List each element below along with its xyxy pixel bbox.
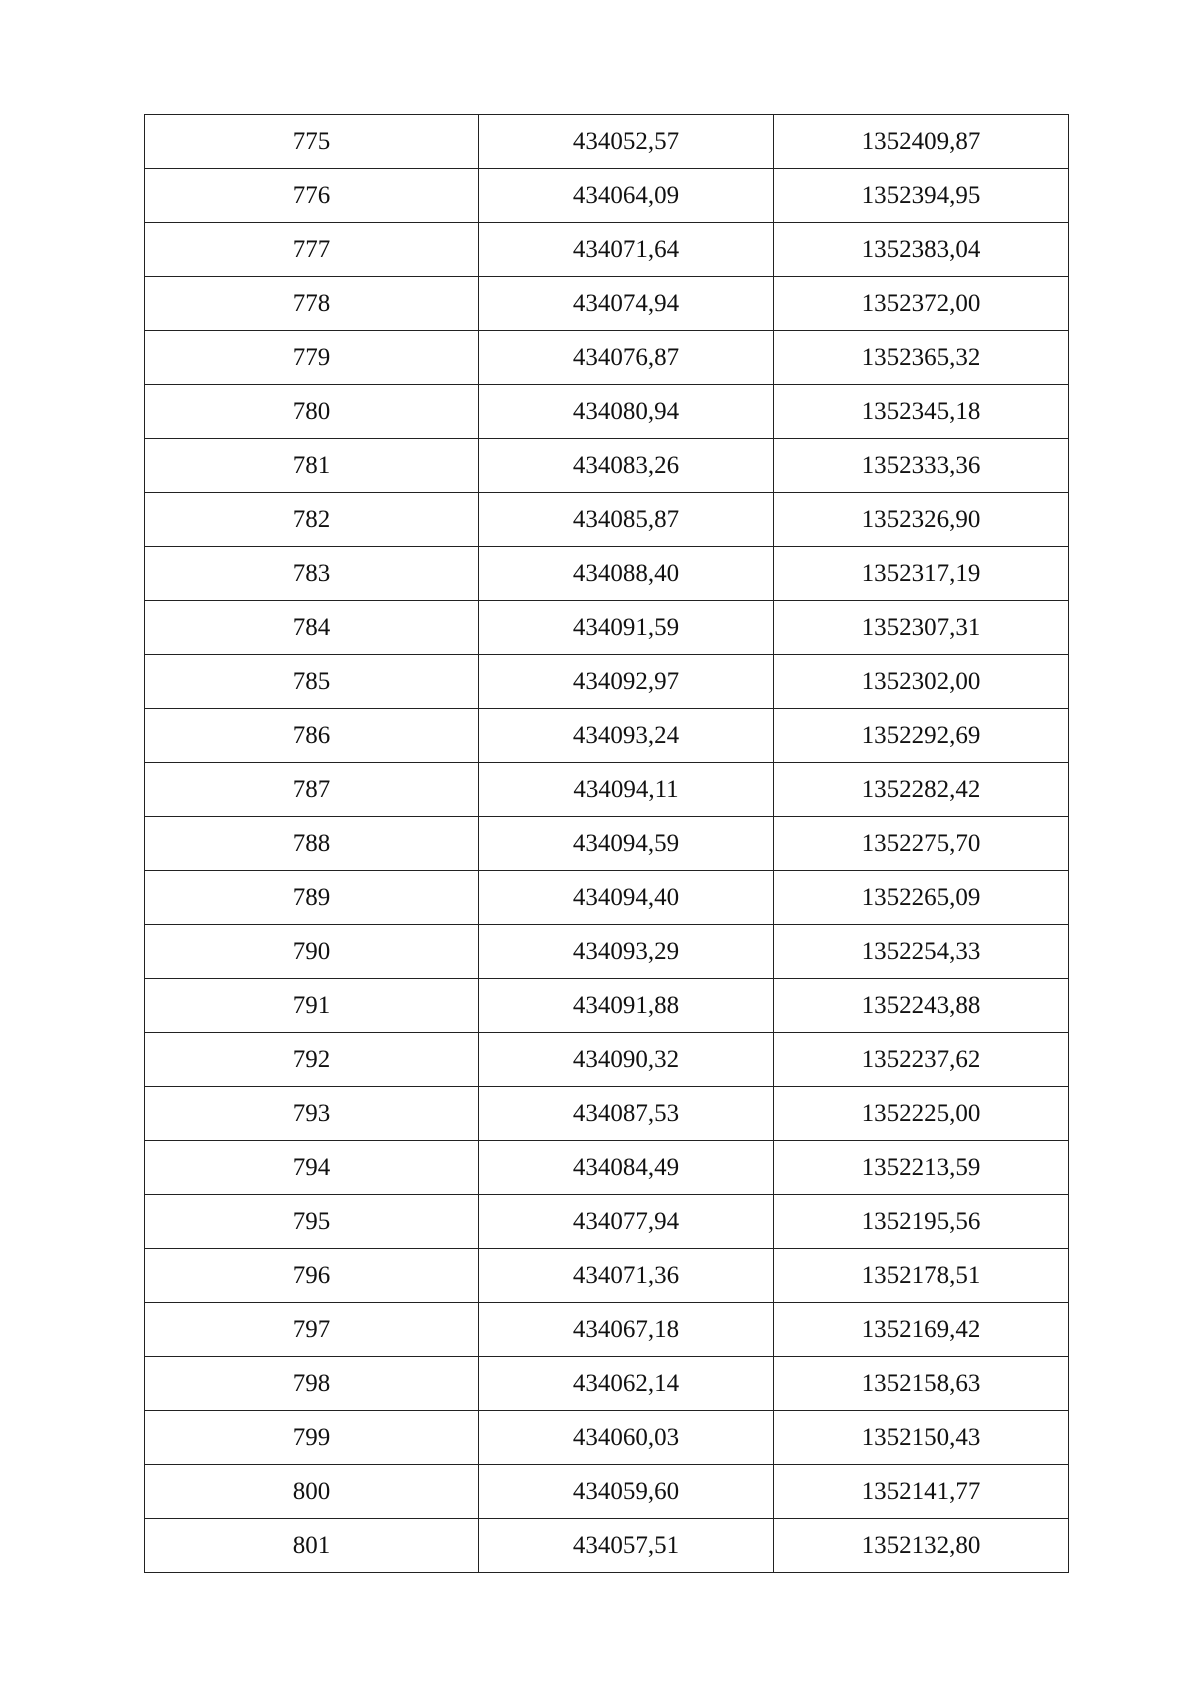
y-coordinate-cell: 1352243,88 xyxy=(774,979,1069,1033)
table-row xyxy=(145,979,1069,1033)
y-coordinate-cell: 1352383,04 xyxy=(774,223,1069,277)
x-coordinate-cell: 434084,49 xyxy=(479,1141,774,1195)
point-number-cell: 794 xyxy=(145,1141,479,1195)
y-coordinate-cell: 1352333,36 xyxy=(774,439,1069,493)
point-number-cell: 792 xyxy=(145,1033,479,1087)
table-row xyxy=(145,385,1069,439)
x-coordinate-cell: 434074,94 xyxy=(479,277,774,331)
y-coordinate-cell: 1352275,70 xyxy=(774,817,1069,871)
table-row xyxy=(145,1519,1069,1573)
x-coordinate-cell: 434060,03 xyxy=(479,1411,774,1465)
x-coordinate-cell: 434059,60 xyxy=(479,1465,774,1519)
point-number-cell: 791 xyxy=(145,979,479,1033)
point-number-cell: 801 xyxy=(145,1519,479,1573)
x-coordinate-cell: 434091,88 xyxy=(479,979,774,1033)
y-coordinate-cell: 1352302,00 xyxy=(774,655,1069,709)
y-coordinate-cell: 1352213,59 xyxy=(774,1141,1069,1195)
y-coordinate-cell: 1352158,63 xyxy=(774,1357,1069,1411)
point-number-cell: 796 xyxy=(145,1249,479,1303)
point-number-cell: 798 xyxy=(145,1357,479,1411)
x-coordinate-cell: 434052,57 xyxy=(479,115,774,169)
table-row xyxy=(145,439,1069,493)
y-coordinate-cell: 1352169,42 xyxy=(774,1303,1069,1357)
x-coordinate-cell: 434057,51 xyxy=(479,1519,774,1573)
y-coordinate-cell: 1352150,43 xyxy=(774,1411,1069,1465)
table-row xyxy=(145,331,1069,385)
x-coordinate-cell: 434094,11 xyxy=(479,763,774,817)
table-row xyxy=(145,655,1069,709)
table-row xyxy=(145,547,1069,601)
table-row xyxy=(145,1195,1069,1249)
table-row xyxy=(145,1357,1069,1411)
point-number-cell: 782 xyxy=(145,493,479,547)
y-coordinate-cell: 1352265,09 xyxy=(774,871,1069,925)
x-coordinate-cell: 434062,14 xyxy=(479,1357,774,1411)
point-number-cell: 780 xyxy=(145,385,479,439)
point-number-cell: 778 xyxy=(145,277,479,331)
point-number-cell: 788 xyxy=(145,817,479,871)
point-number-cell: 776 xyxy=(145,169,479,223)
x-coordinate-cell: 434093,24 xyxy=(479,709,774,763)
point-number-cell: 800 xyxy=(145,1465,479,1519)
y-coordinate-cell: 1352307,31 xyxy=(774,601,1069,655)
table-row xyxy=(145,601,1069,655)
point-number-cell: 779 xyxy=(145,331,479,385)
x-coordinate-cell: 434093,29 xyxy=(479,925,774,979)
point-number-cell: 781 xyxy=(145,439,479,493)
x-coordinate-cell: 434077,94 xyxy=(479,1195,774,1249)
table-row xyxy=(145,1465,1069,1519)
table-row xyxy=(145,277,1069,331)
x-coordinate-cell: 434088,40 xyxy=(479,547,774,601)
x-coordinate-cell: 434064,09 xyxy=(479,169,774,223)
x-coordinate-cell: 434071,36 xyxy=(479,1249,774,1303)
y-coordinate-cell: 1352237,62 xyxy=(774,1033,1069,1087)
table-row xyxy=(145,1303,1069,1357)
y-coordinate-cell: 1352225,00 xyxy=(774,1087,1069,1141)
table-row xyxy=(145,1141,1069,1195)
x-coordinate-cell: 434094,40 xyxy=(479,871,774,925)
table-row xyxy=(145,1087,1069,1141)
table-row xyxy=(145,709,1069,763)
coordinates-table xyxy=(144,114,1069,1573)
x-coordinate-cell: 434094,59 xyxy=(479,817,774,871)
table-row xyxy=(145,115,1069,169)
point-number-cell: 790 xyxy=(145,925,479,979)
y-coordinate-cell: 1352141,77 xyxy=(774,1465,1069,1519)
y-coordinate-cell: 1352317,19 xyxy=(774,547,1069,601)
y-coordinate-cell: 1352292,69 xyxy=(774,709,1069,763)
table-row xyxy=(145,1033,1069,1087)
y-coordinate-cell: 1352326,90 xyxy=(774,493,1069,547)
point-number-cell: 777 xyxy=(145,223,479,277)
y-coordinate-cell: 1352132,80 xyxy=(774,1519,1069,1573)
table-row xyxy=(145,763,1069,817)
table-row xyxy=(145,1411,1069,1465)
point-number-cell: 795 xyxy=(145,1195,479,1249)
x-coordinate-cell: 434071,64 xyxy=(479,223,774,277)
point-number-cell: 789 xyxy=(145,871,479,925)
y-coordinate-cell: 1352254,33 xyxy=(774,925,1069,979)
point-number-cell: 784 xyxy=(145,601,479,655)
point-number-cell: 787 xyxy=(145,763,479,817)
point-number-cell: 786 xyxy=(145,709,479,763)
table-row xyxy=(145,493,1069,547)
table-row xyxy=(145,871,1069,925)
y-coordinate-cell: 1352345,18 xyxy=(774,385,1069,439)
x-coordinate-cell: 434083,26 xyxy=(479,439,774,493)
y-coordinate-cell: 1352282,42 xyxy=(774,763,1069,817)
y-coordinate-cell: 1352394,95 xyxy=(774,169,1069,223)
y-coordinate-cell: 1352372,00 xyxy=(774,277,1069,331)
point-number-cell: 783 xyxy=(145,547,479,601)
x-coordinate-cell: 434080,94 xyxy=(479,385,774,439)
x-coordinate-cell: 434087,53 xyxy=(479,1087,774,1141)
point-number-cell: 775 xyxy=(145,115,479,169)
table-row xyxy=(145,925,1069,979)
y-coordinate-cell: 1352409,87 xyxy=(774,115,1069,169)
x-coordinate-cell: 434067,18 xyxy=(479,1303,774,1357)
y-coordinate-cell: 1352178,51 xyxy=(774,1249,1069,1303)
coordinates-table-body xyxy=(145,115,1069,1573)
y-coordinate-cell: 1352195,56 xyxy=(774,1195,1069,1249)
point-number-cell: 793 xyxy=(145,1087,479,1141)
table-row xyxy=(145,1249,1069,1303)
x-coordinate-cell: 434076,87 xyxy=(479,331,774,385)
point-number-cell: 797 xyxy=(145,1303,479,1357)
table-row xyxy=(145,817,1069,871)
x-coordinate-cell: 434091,59 xyxy=(479,601,774,655)
point-number-cell: 799 xyxy=(145,1411,479,1465)
table-row xyxy=(145,223,1069,277)
x-coordinate-cell: 434090,32 xyxy=(479,1033,774,1087)
point-number-cell: 785 xyxy=(145,655,479,709)
table-row xyxy=(145,169,1069,223)
y-coordinate-cell: 1352365,32 xyxy=(774,331,1069,385)
x-coordinate-cell: 434092,97 xyxy=(479,655,774,709)
x-coordinate-cell: 434085,87 xyxy=(479,493,774,547)
